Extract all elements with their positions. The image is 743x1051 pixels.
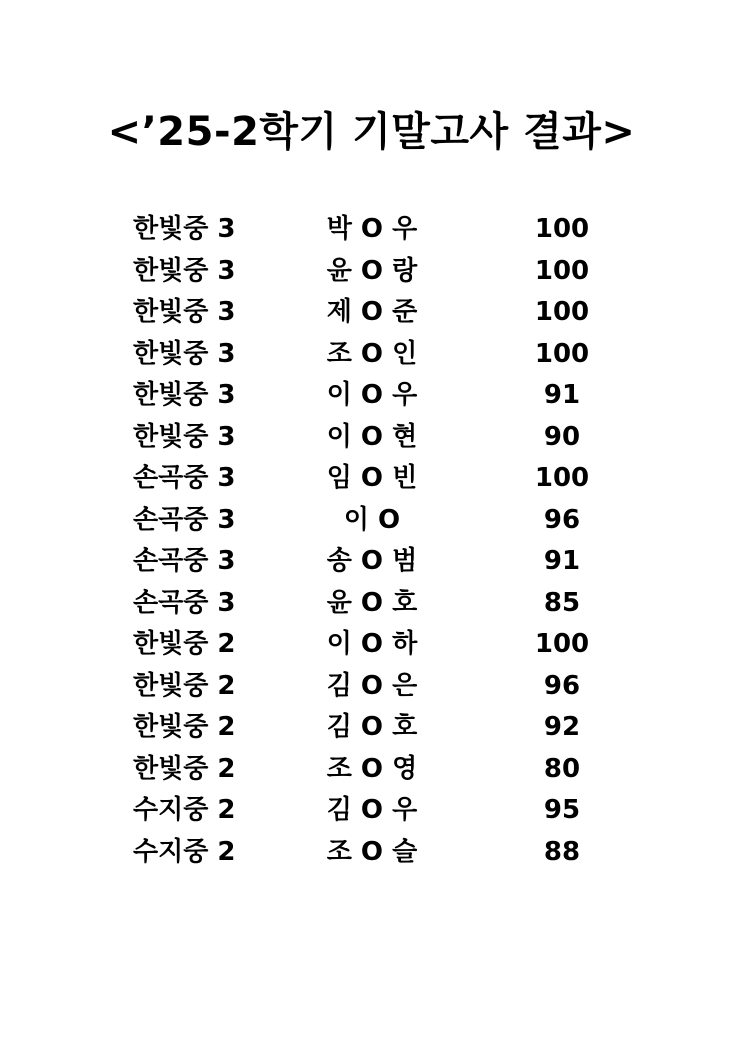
student-name-cell: 이 O 하 xyxy=(326,629,418,659)
student-name-cell: 김 O 호 xyxy=(326,712,418,742)
score-cell: 100 xyxy=(534,214,590,244)
student-name-cell: 이 O xyxy=(343,504,401,535)
table-row xyxy=(0,583,743,625)
score-cell: 100 xyxy=(534,338,590,369)
school-cell: 한빛중 3 xyxy=(133,421,236,452)
student-name-cell: 제 O 준 xyxy=(326,297,418,327)
student-name-cell: 송 O 범 xyxy=(326,546,418,576)
student-name-cell: 윤 O 랑 xyxy=(326,255,418,286)
student-name-cell: 박 O 우 xyxy=(326,214,418,244)
score-cell: 91 xyxy=(543,546,581,576)
table-row xyxy=(0,624,743,666)
school-cell: 한빛중 3 xyxy=(133,255,236,286)
school-cell: 수지중 2 xyxy=(133,795,236,825)
student-name-cell: 조 O 영 xyxy=(326,753,418,784)
table-row xyxy=(0,417,743,459)
score-cell: 100 xyxy=(534,463,590,493)
score-cell: 80 xyxy=(543,753,581,784)
results-table xyxy=(0,209,743,873)
score-cell: 95 xyxy=(543,795,581,825)
table-row xyxy=(0,458,743,500)
score-cell: 88 xyxy=(543,836,581,867)
school-cell: 한빛중 3 xyxy=(133,297,236,327)
score-cell: 96 xyxy=(543,504,581,535)
school-cell: 손곡중 3 xyxy=(133,504,236,535)
school-cell: 손곡중 3 xyxy=(133,463,236,493)
score-cell: 96 xyxy=(543,670,581,701)
score-cell: 100 xyxy=(534,255,590,286)
student-name-cell: 이 O 우 xyxy=(326,380,418,410)
student-name-cell: 윤 O 호 xyxy=(326,587,418,618)
table-row xyxy=(0,541,743,583)
table-row xyxy=(0,832,743,874)
score-cell: 100 xyxy=(534,629,590,659)
table-row xyxy=(0,707,743,749)
score-cell: 90 xyxy=(543,421,581,452)
school-cell: 한빛중 3 xyxy=(133,380,236,410)
score-cell: 100 xyxy=(534,297,590,327)
page-title: <’25-2학기 기말고사 결과> xyxy=(107,109,636,155)
student-name-cell: 임 O 빈 xyxy=(326,463,418,493)
table-row xyxy=(0,666,743,708)
table-row xyxy=(0,500,743,542)
table-row xyxy=(0,375,743,417)
student-name-cell: 김 O 우 xyxy=(326,795,418,825)
school-cell: 한빛중 3 xyxy=(133,214,236,244)
school-cell: 한빛중 2 xyxy=(133,753,236,784)
table-row xyxy=(0,292,743,334)
school-cell: 한빛중 2 xyxy=(133,670,236,701)
score-cell: 85 xyxy=(543,587,581,618)
table-row xyxy=(0,749,743,791)
table-row xyxy=(0,209,743,251)
student-name-cell: 김 O 은 xyxy=(326,670,418,701)
table-row xyxy=(0,251,743,293)
student-name-cell: 이 O 현 xyxy=(326,421,418,452)
table-row xyxy=(0,334,743,376)
student-name-cell: 조 O 인 xyxy=(326,338,418,369)
school-cell: 수지중 2 xyxy=(133,836,236,867)
school-cell: 손곡중 3 xyxy=(133,546,236,576)
school-cell: 손곡중 3 xyxy=(133,587,236,618)
school-cell: 한빛중 3 xyxy=(133,338,236,369)
score-cell: 91 xyxy=(543,380,581,410)
table-row xyxy=(0,790,743,832)
school-cell: 한빛중 2 xyxy=(133,629,236,659)
student-name-cell: 조 O 슬 xyxy=(326,836,418,867)
school-cell: 한빛중 2 xyxy=(133,712,236,742)
score-cell: 92 xyxy=(543,712,581,742)
